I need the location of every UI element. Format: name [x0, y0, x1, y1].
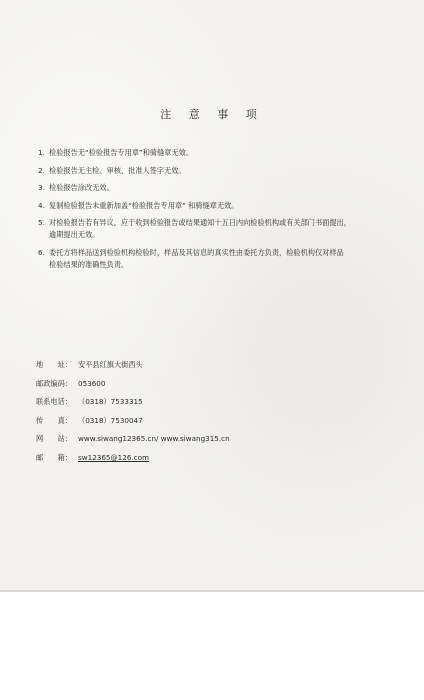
- note-number: 3.: [38, 183, 45, 192]
- note-number: 4.: [38, 200, 45, 210]
- note-text: 检验报告无“检验报告专用章”和骑缝章无效。: [49, 148, 194, 157]
- email-link[interactable]: sw12365@126.com: [78, 452, 150, 462]
- fax-value: （0318）7530047: [78, 415, 143, 425]
- address-value: 安平县红旗大街西头: [78, 360, 143, 369]
- list-item: [38, 247, 398, 271]
- website-label: 网 站：: [36, 434, 72, 444]
- notes-list: [38, 147, 398, 276]
- postcode-label: 邮政编码：: [36, 378, 72, 388]
- note-number: 5.: [38, 218, 45, 227]
- note-text: 检验报告无主检、审核、批准人签字无效。: [49, 165, 186, 175]
- note-number: 2.: [38, 165, 45, 175]
- page-title: 注 意 事 项: [160, 108, 264, 121]
- note-text: 检验报告涂改无效。: [49, 183, 114, 192]
- phone-value: （0318）7533315: [78, 397, 143, 407]
- note-text: 对检验报告若有异议，应于收到检验报告或结果通知十五日内向检验机构或有关部门书面提出，: [49, 218, 351, 227]
- website-link[interactable]: www.siwang12365.cn/ www.siwang315.cn: [78, 434, 230, 444]
- list-item: [38, 217, 398, 241]
- note-text: 复制检验报告未重新加盖“检验报告专用章” 和骑缝章无效。: [49, 200, 239, 210]
- note-text-continued: 检验结果的准确性负责。: [49, 259, 129, 269]
- list-item: [38, 200, 398, 212]
- note-number: 1.: [38, 148, 45, 157]
- note-text-continued: 逾期提出无效。: [49, 230, 100, 239]
- list-item: [38, 147, 398, 159]
- list-item: [38, 182, 398, 194]
- address-label: 地 址：: [36, 360, 72, 369]
- fax-label: 传 真：: [36, 415, 72, 425]
- phone-label: 联系电话：: [36, 397, 72, 407]
- note-number: 6.: [38, 247, 45, 257]
- postcode-value: 053600: [78, 378, 106, 388]
- note-text: 委托方将样品送到检验机构检验时，样品及其信息的真实性由委托方负责，检验机构仅对样品: [49, 247, 344, 257]
- list-item: [38, 165, 398, 177]
- email-label: 邮 箱：: [36, 452, 72, 462]
